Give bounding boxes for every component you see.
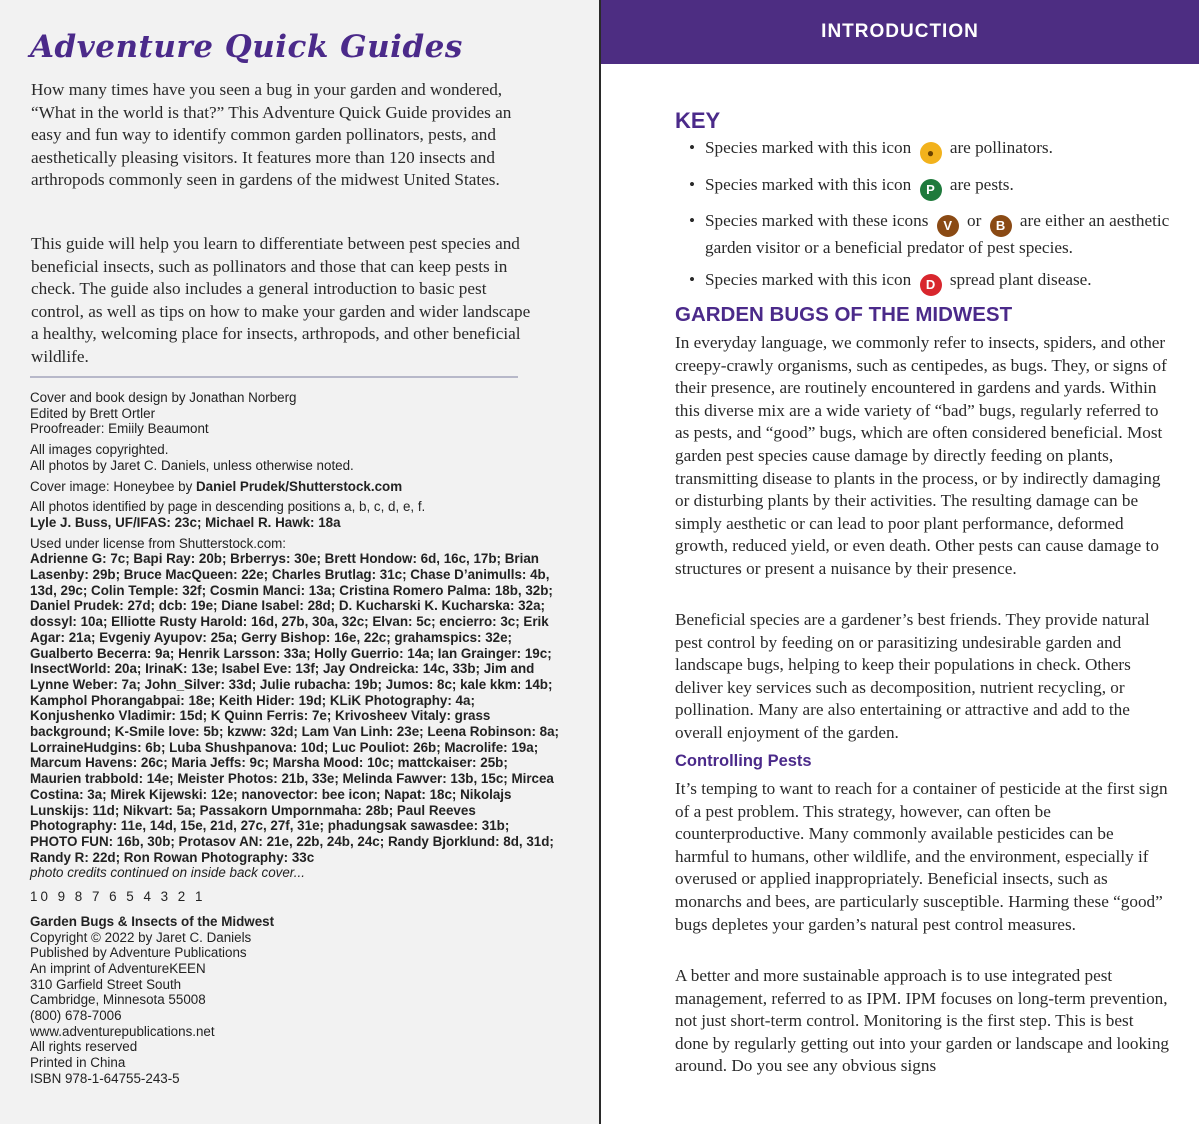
beneficial-icon: B — [990, 215, 1012, 237]
cover-image-credit: Daniel Prudek/Shutterstock.com — [195, 478, 403, 494]
key-item-disease: • Species marked with this icon D spread plant disease. — [689, 269, 1179, 296]
license-note: Used under license from Shutterstock.com: — [30, 535, 287, 551]
divider-rule — [30, 376, 518, 378]
garden-bugs-paragraph-1: In everyday language, we commonly refer to insects, spiders, and other creepy-crawly organisms, such as centipedes, as bugs. They, or signs of their presence, are routinely encountered in gardens and yards. Within this diverse mix are a wide variety of “bad” bugs, regularly referred to as pests, and “good” bugs, which are often considered beneficial. Most garden pest species cause damage by directly feeding on plants, transmitting disease to plants in the process, or by indirectly damaging or disturbing plants by their activities. The resulting damage can be simply aesthetic or can lead to poor plant performance, deformed growth, reduced yield, or even death. Other pests can cause damage to structures or present a nuisance by their presence. — [675, 333, 1167, 578]
book-title: Garden Bugs & Insects of the Midwest — [30, 913, 275, 929]
section-header-band — [601, 0, 1199, 64]
left-page — [0, 0, 599, 1124]
imprint: An imprint of AdventureKEEN — [30, 960, 206, 976]
city-address: Cambridge, Minnesota 55008 — [30, 992, 206, 1008]
right-page — [601, 0, 1199, 1124]
photos-note: All photos by Jaret C. Daniels, unless otherwise noted. — [30, 457, 354, 473]
controlling-pests-heading: Controlling Pests — [675, 752, 812, 770]
copyright: Copyright © 2022 by Jaret C. Daniels — [30, 929, 252, 945]
key-list — [689, 137, 1179, 306]
proofreader-credit: Proofreader: Emiily Beaumont — [30, 421, 209, 437]
images-note: All images copyrighted. — [30, 442, 169, 458]
publisher: Published by Adventure Publications — [30, 945, 247, 961]
editor-credit: Edited by Brett Ortler — [30, 405, 156, 421]
key-item-pollinators: • Species marked with this icon ● are pollinators. — [689, 137, 1179, 164]
section-header-title: INTRODUCTION — [821, 21, 979, 42]
credits-block — [30, 390, 560, 1087]
printed-in: Printed in China — [30, 1055, 126, 1071]
garden-bugs-heading: GARDEN BUGS OF THE MIDWEST — [675, 303, 1013, 326]
rights: All rights reserved — [30, 1039, 138, 1055]
disease-icon: D — [920, 274, 942, 296]
identified-note: All photos identified by page in descending positions a, b, c, d, e, f. — [30, 499, 426, 515]
credits-continued: photo credits continued on inside back cover... — [30, 865, 305, 881]
intro-paragraph-1: How many times have you seen a bug in your garden and wondered, “What in the world is that?” This Adventure Quick Guide provides an easy and fun way to identify common garden pollinators, pests, and aesthetically pleasing visitors. It features more than 120 insects and arthropods commonly seen in gardens of the midwest United States. — [31, 80, 512, 190]
intro-paragraph-2: This guide will help you learn to differentiate between pest species and beneficial insects, such as pollinators and those that can keep pests in check. The guide also includes a general introduction to basic pest control, as well as tips on how to make your garden and wider landscape a healthy, welcoming place for insects, arthropods, and other beneficial wildlife. — [31, 234, 531, 366]
key-heading: KEY — [675, 108, 721, 133]
pest-icon: P — [920, 179, 942, 201]
controlling-pests-paragraph-1: It’s temping to want to reach for a container of pesticide at the first sign of a pest problem. This strategy, however, can often be counterproductive. Many commonly available pesticides can be harmful to humans, other wildlife, and the environment, especially if overused or applied inappropriately. Beneficial insects, such as monarchs and bees, are particularly susceptible. Harming these “good” bugs depletes your garden’s natural pest control measures. — [675, 779, 1168, 934]
lyle-credit: Lyle J. Buss, UF/IFAS: 23c; Michael R. Hawk: 18a — [30, 514, 341, 530]
photo-credit-list: Adrienne G: 7c; Bapi Ray: 20b; Brberrys: 30e; Brett Hondow: 6d, 16c, 17b; Brian Lasenby: 29b; Bruce MacQueen: 22e; Charles Brutlag: 31c; Chase D’animulls: 4b, 13d, 29c; Colin Temple: 32f; Cosmin Manci: 13a; Cristina Romero Palma: 18b, 32b; Daniel Prudek: 27d; dcb: 19e; Diane Isabel: 28d; D. Kucharski K. Kucharska: 32a; dossyl: 10a; Elliotte Rusty Harold: 16d, 27b, 30a, 32c; Elvan: 5c; encierro: 3c; Erik Agar: 21a; Evgeniy Ayupov: 25a; Gerry Bishop: 16e, 22c; grahamspics: 32e; Gualberto Becerra: 9a; Henrik Larsson: 33a; Holly Guerrio: 14a; Ian Grainger: 19c; InsectWorld: 20a; IrinaK: 13e; Isabel Eve: 13f; Jay Ondreicka: 14c, 33b; Jim and Lynne Weber: 7a; John_Silver: 33d; Julie rubacha: 19b; Jumos: 8c; kale kkm: 14b; Kamphol Phorangabpai: 18e; Keith Hider: 19d; KLiK Photography: 4a; Konjushenko Vladimir: 15d; K Quinn Ferris: 7e; Krivosheev Vitaly: grass background; K-Smile love: 5b; kzww: 32d; Lam Van Linh: 23e; Leena Robinson: 8a; LorraineHudgins: 6b; Luba Shushpanova: 10d; Luc Pouliot: 26b; Macrolife: 19a; Marcum Havens: 26c; Maria Jeffs: 9c; Marsha Mood: 10c; mattckaiser: 25b; Maurien trabbold: 14e; Meister Photos: 21b, 33e; Melinda Fawver: 13b, 15c; Mircea Costina: 3a; Mirek Kijewski: 12e; nanovector: bee icon; Napat: 18c; Nikolajs Lunskijs: 11d; Nikvart: 5a; Passakorn Umpornmaha: 28b; Paul Reeves Photography: 11e, 14d, 15e, 21d, 27c, 27f, 31e; phadungsak sawasdee: 31b; PHOTO FUN: 16b, 30b; Protasov AN: 21e, 22b, 24b, 24c; Randy Bjorklund: 8d, 31d; Randy R: 22d; Ron Rowan Photography: 33c — [30, 551, 560, 865]
cover-image-label: Cover image: Honeybee by — [30, 478, 196, 494]
garden-bugs-paragraph-2: Beneficial species are a gardener’s best friends. They provide natural pest control by feeding on or parasitizing undesirable garden and landscape bugs, helping to keep their populations in check. Others deliver key services such as decomposition, nutrient recycling, or pollination. Many are also entertaining or attractive and add to the overall enjoyment of the garden. — [675, 610, 1150, 742]
visitor-icon: V — [937, 215, 959, 237]
website: www.adventurepublications.net — [30, 1023, 215, 1039]
street-address: 310 Garfield Street South — [30, 976, 182, 992]
controlling-pests-paragraph-2: A better and more sustainable approach is to use integrated pest management, referred to as IPM. IPM focuses on long-term prevention, not just short-term control. Monitoring is the first step. This is best done by regularly getting out into your garden or landscape and looking around. Do you see any obvious signs — [675, 966, 1170, 1076]
printing-line: 10 9 8 7 6 5 4 3 2 1 — [30, 889, 206, 905]
key-item-visitors: • Species marked with these icons V or B are either an aesthetic garden visitor or a beneficial predator of pest species. — [689, 210, 1179, 260]
phone: (800) 678-7006 — [30, 1008, 122, 1024]
key-item-pests: • Species marked with this icon P are pests. — [689, 174, 1179, 201]
isbn: ISBN 978-1-64755-243-5 — [30, 1070, 180, 1086]
brand-title: Adventure Quick Guides — [30, 29, 463, 65]
bee-icon: ● — [920, 142, 942, 164]
design-credit: Cover and book design by Jonathan Norberg — [30, 390, 297, 405]
